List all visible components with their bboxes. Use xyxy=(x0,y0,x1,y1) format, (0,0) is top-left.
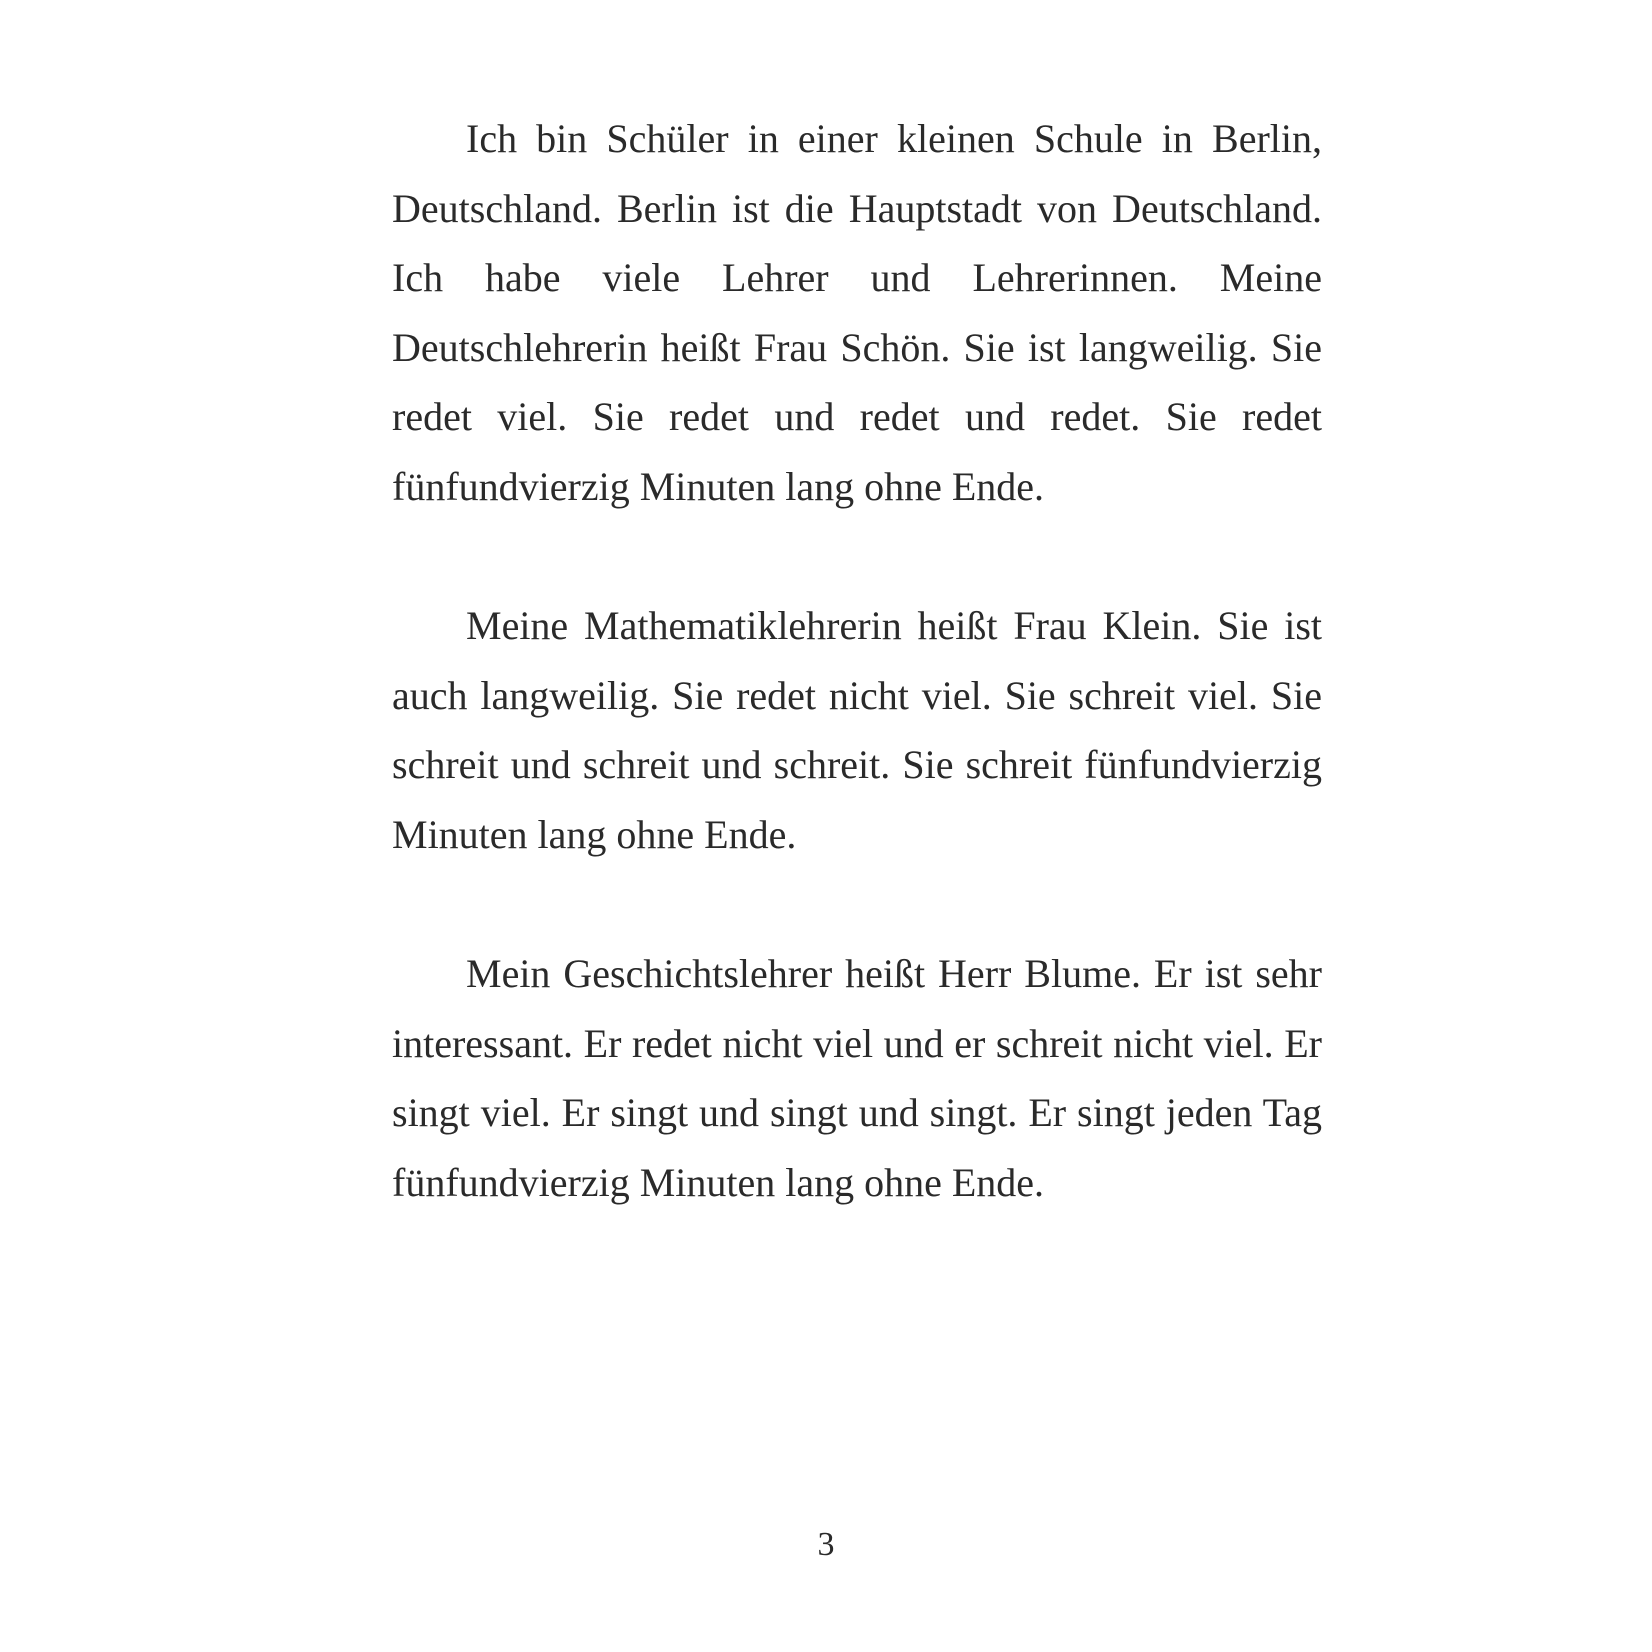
body-text xyxy=(392,104,1322,1287)
paragraph-2: Meine Mathematiklehrerin heißt Frau Klein. Sie ist auch langweilig. Sie redet nicht viel. Sie schreit viel. Sie schreit und schreit und schreit. Sie schreit fünfundvierzig Minuten lang ohne Ende. xyxy=(392,603,1322,857)
paragraph-1: Ich bin Schüler in einer kleinen Schule in Berlin, Deutschland. Berlin ist die Hauptstadt von Deutschland. Ich habe viele Lehrer und Lehrerinnen. Meine Deutschlehrerin heißt Frau Schön. Sie ist langweilig. Sie redet viel. Sie redet und redet und redet. Sie redet fünfundvierzig Minuten lang ohne Ende. xyxy=(392,116,1322,509)
paragraph-3: Mein Geschichtslehrer heißt Herr Blume. Er ist sehr interessant. Er redet nicht viel und er schreit nicht viel. Er singt viel. Er singt und singt und singt. Er singt jeden Tag fünfundvierzig Minuten lang ohne Ende. xyxy=(392,951,1322,1205)
page-number: 3 xyxy=(817,1526,835,1563)
